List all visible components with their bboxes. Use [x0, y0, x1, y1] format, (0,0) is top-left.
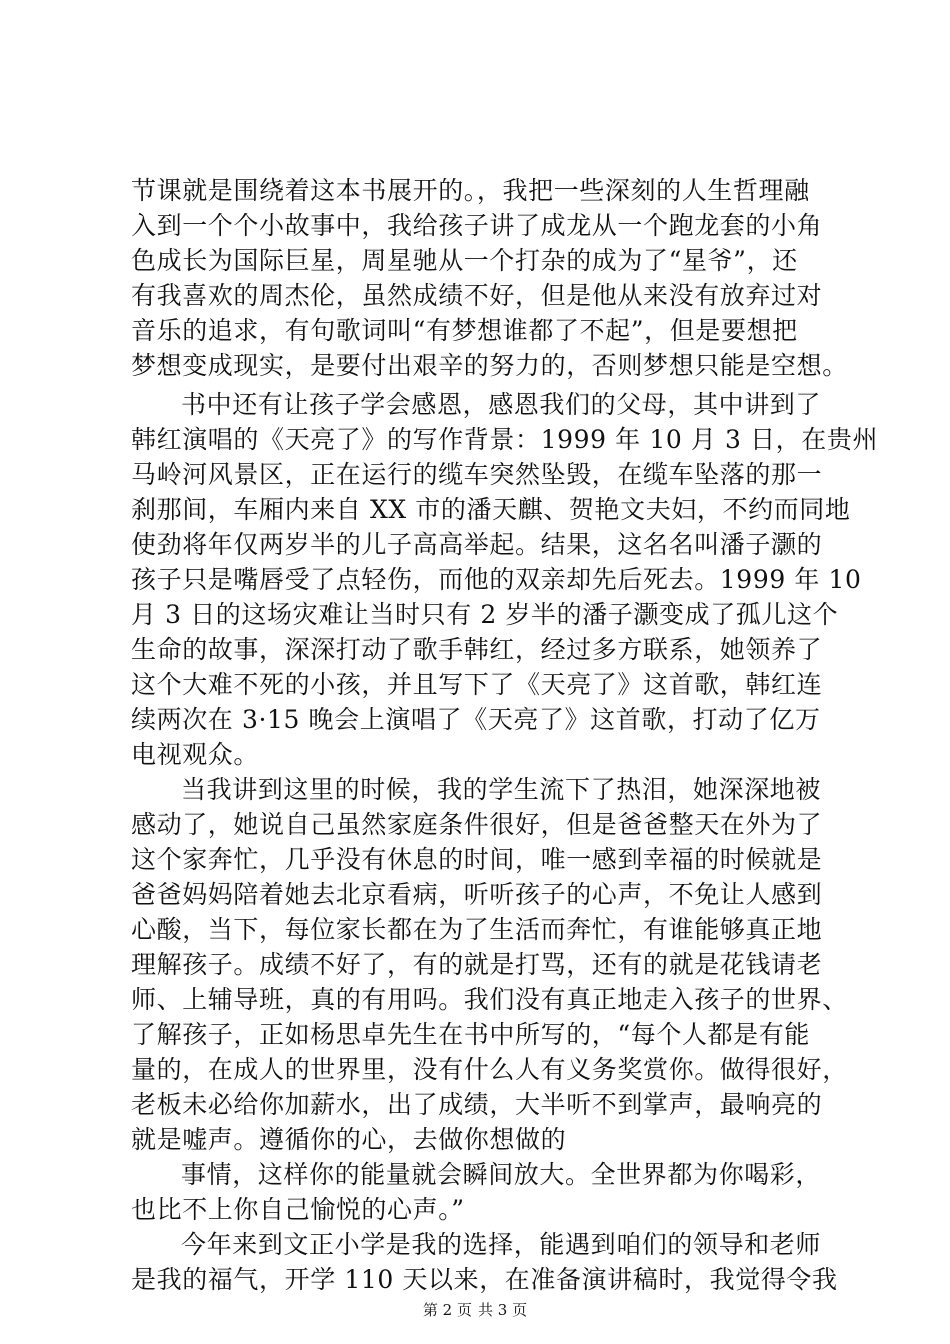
paragraph-line: 入到一个个小故事中，我给孩子讲了成龙从一个跑龙套的小角 [131, 211, 823, 240]
paragraph-line: 生命的故事，深深打动了歌手韩红，经过多方联系，她领养了 [131, 635, 823, 664]
paragraph-line: 孩子只是嘴唇受了点轻伤，而他的双亲却先后死去。1999 年 10 [131, 565, 862, 594]
paragraph-line: 感动了，她说自己虽然家庭条件很好，但是爸爸整天在外为了 [131, 810, 823, 839]
paragraph-line: 马岭河风景区，正在运行的缆车突然坠毁，在缆车坠落的那一 [131, 460, 823, 489]
paragraph-line: 刹那间，车厢内来自 XX 市的潘天麒、贺艳文夫妇，不约而同地 [131, 495, 851, 524]
paragraph-line: 事情，这样你的能量就会瞬间放大。全世界都为你喝彩， [181, 1160, 822, 1189]
paragraph-line: 电视观众。 [131, 740, 260, 769]
paragraph-line: 音乐的追求，有句歌词叫“有梦想谁都了不起”，但是要想把 [131, 316, 798, 345]
paragraph-line: 理解孩子。成绩不好了，有的就是打骂，还有的就是花钱请老 [131, 950, 823, 979]
paragraph-line: 色成长为国际巨星，周星驰从一个打杂的成为了“星爷”，还 [131, 246, 798, 275]
paragraph-line: 了解孩子，正如杨思卓先生在书中所写的，“每个人都是有能 [131, 1020, 810, 1049]
paragraph-line: 韩红演唱的《天亮了》的写作背景：1999 年 10 月 3 日，在贵州 [131, 425, 879, 454]
paragraph-line: 心酸，当下，每位家长都在为了生活而奔忙，有谁能够真正地 [131, 915, 823, 944]
paragraph-line: 量的，在成人的世界里，没有什么人有义务奖赏你。做得很好， [131, 1055, 848, 1084]
paragraph-line: 就是嘘声。遵循你的心，去做你想做的 [131, 1125, 567, 1154]
page-number: 第 2 页 [422, 1301, 472, 1319]
paragraph-line: 这个大难不死的小孩，并且写下了《天亮了》这首歌，韩红连 [131, 670, 823, 699]
page-total: 共 3 页 [478, 1301, 528, 1319]
paragraph-line: 是我的福气，开学 110 天以来，在准备演讲稿时，我觉得令我 [131, 1265, 838, 1294]
paragraph-line: 梦想变成现实，是要付出艰辛的努力的，否则梦想只能是空想。 [131, 351, 848, 380]
paragraph-line: 老板未必给你加薪水，出了成绩，大半听不到掌声，最响亮的 [131, 1090, 823, 1119]
paragraph-line: 也比不上你自己愉悦的心声。” [131, 1195, 465, 1224]
paragraph-line: 今年来到文正小学是我的选择，能遇到咱们的领导和老师 [181, 1230, 822, 1259]
paragraph-line: 师、上辅导班，真的有用吗。我们没有真正地走入孩子的世界、 [131, 985, 848, 1014]
paragraph-line: 使劲将年仅两岁半的儿子高高举起。结果，这名名叫潘子灏的 [131, 530, 823, 559]
paragraph-line: 书中还有让孩子学会感恩，感恩我们的父母，其中讲到了 [181, 390, 822, 419]
paragraph-line: 节课就是围绕着这本书展开的。，我把一些深刻的人生哲理融 [131, 176, 810, 205]
paragraph-line: 有我喜欢的周杰伦，虽然成绩不好，但是他从来没有放弃过对 [131, 281, 823, 310]
paragraph-line: 爸爸妈妈陪着她去北京看病，听听孩子的心声，不免让人感到 [131, 880, 823, 909]
paragraph-line: 月 3 日的这场灾难让当时只有 2 岁半的潘子灏变成了孤儿这个 [131, 600, 839, 629]
paragraph-line: 续两次在 3·15 晚会上演唱了《天亮了》这首歌，打动了亿万 [131, 705, 821, 734]
paragraph-line: 当我讲到这里的时候，我的学生流下了热泪，她深深地被 [181, 775, 822, 804]
page-footer [0, 1300, 950, 1320]
paragraph-line: 这个家奔忙，几乎没有休息的时间，唯一感到幸福的时候就是 [131, 845, 823, 874]
